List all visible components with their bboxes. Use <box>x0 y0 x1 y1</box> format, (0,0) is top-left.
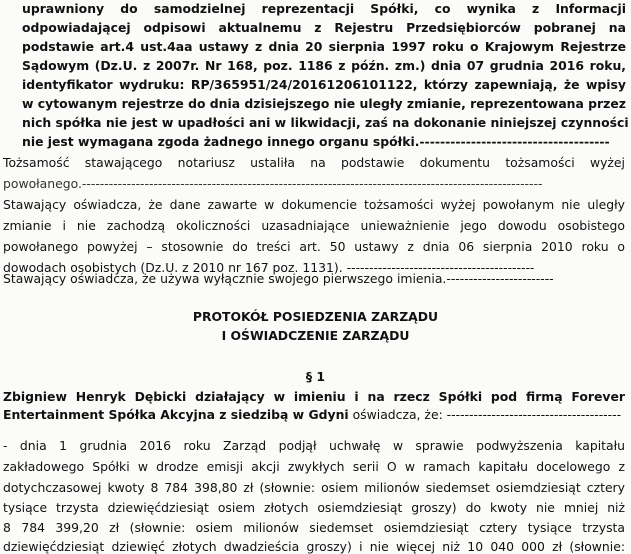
body-text-line: odpowiadającej odpisowi aktualnemu z Rejestru Przedsiębiorców pobranej na <box>22 20 626 35</box>
protocol-subheading: I OŚWIADCZENIE ZARZĄDU <box>221 328 410 343</box>
body-text-line: zmianie i nie zachodzą okoliczności uzasadniające unieważnienie jego dowodu osobistego <box>3 218 625 233</box>
body-text-line: tysiące trzysta dziewięćdziesiąt osiem złotych osiemdziesiąt groszy) do kwoty nie mniej niż <box>3 500 625 515</box>
declares-text: oświadcza, że: --------------------------------------- <box>348 407 622 422</box>
body-text-line: dziewięćdziesiąt dziewięć złotych dwadzieścia groszy) i nie więcej niż 10 040 000 zł (słownie: <box>3 539 625 554</box>
body-text-line: podstawie art.4 ust.4aa ustawy z dnia 20 sierpnia 1997 roku o Krajowym Rejestrze <box>22 39 626 54</box>
body-text-line: dowodach osobistych (Dz.U. z 2010 nr 167 poz. 1131). ------------------------------------------ <box>3 260 535 275</box>
body-text-line: zakładowego Spółki w drodze emisji akcji zwykłych serii O w ramach kapitału docelowego z <box>3 459 625 474</box>
body-text-line: identyfikator wydruku: RP/365951/24/20161206101122, którzy zapewniają, że wpisy <box>22 77 626 92</box>
body-text-line: Stawający oświadcza, że dane zawarte w dokumencie tożsamości wyżej powołanym nie uległy <box>3 197 625 212</box>
declarant-line: Zbigniew Henryk Dębicki działający w imieniu i na rzecz Spółki pod firmą Forever <box>3 389 625 404</box>
body-text-line: - dnia 1 grudnia 2016 roku Zarząd podjął uchwałę w sprawie podwyższenia kapitału <box>3 438 625 453</box>
section-number: § 1 <box>305 369 326 384</box>
body-text-line: nich spółka nie jest w upadłości ani w likwidacji, zaś na dokonanie niniejszej czynności <box>22 115 629 130</box>
body-text-line: powołanego powyżej – stosownie do treści art. 50 ustawy z dnia 06 sierpnia 2010 roku o <box>3 239 625 254</box>
declarant-line <box>3 407 621 422</box>
body-text-line: w cytowanym rejestrze do dnia dzisiejszego nie uległy zmianie, reprezentowana przez <box>22 96 626 111</box>
body-text-line: powołanego.------------------------------------------------------------------------------------------------------- <box>3 176 543 191</box>
body-text-line: dotychczasowej kwoty 8 784 398,80 zł (słownie: osiem milionów siedemset osiemdziesiąt cztery <box>3 480 625 495</box>
protocol-heading: PROTOKÓŁ POSIEDZENIA ZARZĄDU <box>192 309 439 324</box>
body-text-line: nie jest wymagana zgoda żadnego innego organu spółki.------------------------------------- <box>22 134 610 149</box>
body-text-line: uprawniony do samodzielnej reprezentacji Spółki, co wynika z Informacji <box>22 1 626 16</box>
body-text-line: Sądowym (Dz.U. z 2007r. Nr 168, poz. 1186 z późn. zm.) dnia 07 grudnia 2016 roku, <box>22 58 626 73</box>
body-text-line: Tożsamość stawającego notariusz ustaliła na podstawie dokumentu tożsamości wyżej <box>3 155 625 170</box>
body-text-line: Stawający oświadcza, że używa wyłącznie swojego pierwszego imienia.------------------------ <box>3 271 554 286</box>
company-name: Entertainment Spółka Akcyjna z siedzibą w Gdyni <box>3 407 349 422</box>
body-text-line: 8 784 399,20 zł (słownie: osiem milionów siedemset osiemdziesiąt cztery tysiące trzysta <box>3 520 625 535</box>
